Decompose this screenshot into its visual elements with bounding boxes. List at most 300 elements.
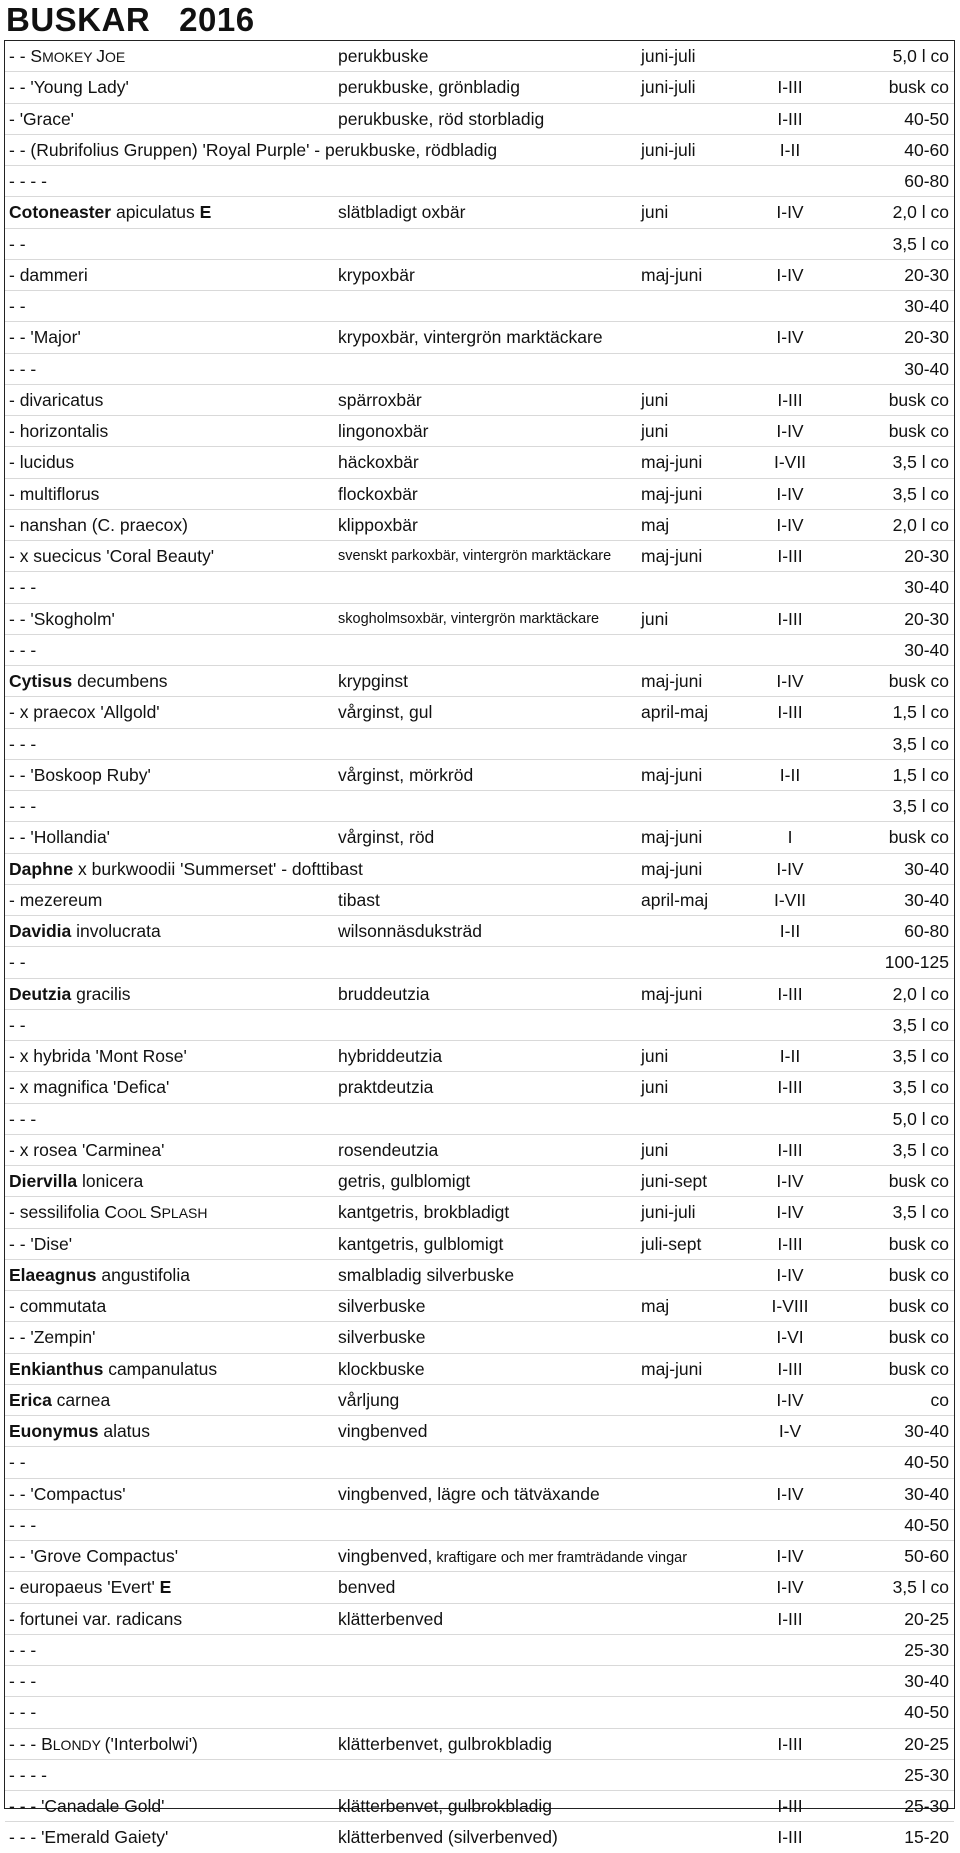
hardiness-zone	[745, 1447, 835, 1477]
plant-name	[9, 229, 335, 259]
swedish-name	[338, 854, 638, 884]
hardiness-zone	[745, 41, 835, 71]
plant-name	[9, 1322, 335, 1352]
swedish-name-text: vårljung	[338, 1389, 400, 1410]
plant-name	[9, 947, 335, 977]
swedish-name	[338, 135, 638, 165]
hardiness-zone: I-IV	[776, 421, 804, 441]
plant-name-text: - - 'Boskoop Ruby'	[9, 764, 151, 785]
table-row	[5, 1197, 954, 1228]
hardiness-zone: I-III	[777, 608, 803, 629]
swedish-name-text: silverbuske	[338, 1327, 426, 1348]
table-row	[5, 1729, 954, 1760]
bloom-time	[641, 1010, 745, 1040]
plant-name	[9, 1416, 335, 1446]
bloom-time	[641, 572, 745, 602]
table-row	[5, 354, 954, 385]
hardiness-zone	[745, 1760, 835, 1790]
bloom-time	[641, 947, 745, 977]
size-value: 25-30	[904, 1764, 949, 1785]
bloom-time	[641, 916, 745, 946]
swedish-name	[338, 666, 638, 696]
swedish-name-text: vingbenved,	[338, 1546, 433, 1566]
plant-name-text: - mezereum	[9, 889, 103, 910]
plant-name-text: - - -	[9, 1671, 37, 1691]
plant-name	[9, 510, 335, 540]
size-value: 20-30	[904, 264, 949, 285]
size-value: 40-60	[904, 139, 949, 160]
plant-name-text: apiculatus	[111, 202, 200, 223]
table-row	[5, 1510, 954, 1541]
size-value: 3,5 l co	[892, 1014, 949, 1035]
size-value: 40-50	[904, 1702, 949, 1723]
plant-name-part: J	[96, 46, 106, 66]
swedish-name	[338, 197, 638, 227]
plant-name-part: ('Interbolwi')	[104, 1733, 198, 1754]
hardiness-zone	[745, 229, 835, 259]
swedish-name	[338, 1072, 638, 1102]
plant-name	[9, 1791, 335, 1821]
table-row	[5, 1479, 954, 1510]
plant-name-part: LONDY	[52, 1736, 105, 1753]
bloom-time: maj-juni	[641, 483, 703, 504]
plant-name-text: decumbens	[72, 671, 168, 691]
swedish-name	[338, 729, 638, 759]
swedish-name	[338, 1729, 638, 1759]
plant-name-text: - multiflorus	[9, 483, 100, 504]
hardiness-zone	[745, 791, 835, 821]
size-value: 2,0 l co	[892, 983, 949, 1004]
swedish-name	[338, 572, 638, 602]
table-row	[5, 41, 954, 72]
bloom-time	[641, 229, 745, 259]
bloom-time	[641, 1635, 745, 1665]
table-row	[5, 1791, 954, 1822]
plant-name-text: - horizontalis	[9, 421, 109, 441]
bloom-time: maj-juni	[641, 671, 703, 691]
plant-name-text: gracilis	[71, 983, 131, 1004]
swedish-name-text: perukbuske, grönbladig	[338, 77, 520, 98]
plant-name	[9, 1197, 335, 1227]
plant-name-text: - - - -	[9, 1764, 47, 1785]
swedish-name-text: slätbladigt oxbär	[338, 202, 466, 223]
genus-name: Diervilla	[9, 1171, 78, 1191]
bloom-time: maj-juni	[641, 264, 703, 285]
table-row	[5, 447, 954, 478]
bloom-time	[641, 1760, 745, 1790]
bloom-time: juni-juli	[641, 139, 696, 160]
size-value: 3,5 l co	[892, 452, 949, 473]
plant-name	[9, 729, 335, 759]
genus-name: Enkianthus	[9, 1358, 104, 1379]
bloom-time	[641, 322, 745, 352]
plant-name	[9, 1541, 335, 1571]
table-row	[5, 1354, 954, 1385]
table-row	[5, 416, 954, 447]
plant-name	[9, 1572, 335, 1602]
size-value: 20-25	[904, 1733, 949, 1754]
swedish-name	[338, 635, 638, 665]
hardiness-zone	[745, 729, 835, 759]
hardiness-zone	[745, 1635, 835, 1665]
swedish-name-text: klätterbenved (silverbenved)	[338, 1827, 558, 1848]
table-row	[5, 1697, 954, 1728]
plant-name	[9, 1697, 335, 1727]
swedish-name-text: kantgetris, brokbladigt	[338, 1202, 510, 1223]
plant-name	[9, 1291, 335, 1321]
size-value: 30-40	[904, 1421, 949, 1441]
plant-name-part: B	[41, 1733, 53, 1754]
plant-name-part: MOKEY	[42, 49, 97, 65]
plant-name-text: - - - -	[9, 171, 47, 191]
plant-name	[9, 354, 335, 384]
swedish-name	[338, 1760, 638, 1790]
plant-name-text: - - 'Dise'	[9, 1233, 73, 1254]
plant-name-text: - - -	[9, 1639, 37, 1660]
swedish-name	[338, 1822, 638, 1852]
plant-name-part: - - -	[9, 1733, 42, 1754]
table-row	[5, 822, 954, 853]
bloom-time	[641, 1260, 745, 1290]
table-row	[5, 1572, 954, 1603]
size-value: 3,5 l co	[892, 233, 949, 254]
table-row	[5, 229, 954, 260]
plant-name	[9, 604, 335, 634]
hardiness-zone	[745, 1666, 835, 1696]
plant-name-text: - - -	[9, 639, 37, 660]
bloom-time: juni	[641, 389, 669, 410]
plant-name-text: - - -	[9, 733, 37, 754]
genus-name: Deutzia	[9, 983, 72, 1004]
plant-name	[9, 1072, 335, 1102]
plant-name-text: - - 'Zempin'	[9, 1327, 96, 1348]
plant-name-text: - fortunei var. radicans	[9, 1608, 183, 1629]
table-row	[5, 1416, 954, 1447]
swedish-name-text: vårginst, gul	[338, 702, 433, 723]
swedish-name	[338, 697, 638, 727]
size-value: 100-125	[884, 952, 949, 973]
size-value: 40-50	[904, 108, 949, 129]
bloom-time: april-maj	[641, 889, 709, 910]
hardiness-zone: I-IV	[776, 202, 804, 223]
plant-name-text: - x hybrida 'Mont Rose'	[9, 1046, 187, 1066]
bloom-time	[641, 1479, 745, 1509]
plant-name-text: - - -	[9, 1108, 37, 1129]
size-value: 2,0 l co	[892, 202, 949, 223]
swedish-name-text: kantgetris, gulblomigt	[338, 1233, 504, 1254]
bloom-time: maj-juni	[641, 1358, 703, 1379]
hardiness-zone: I-IV	[776, 264, 804, 285]
genus-name: Erica	[9, 1389, 52, 1410]
hardiness-zone: I-III	[777, 1796, 803, 1816]
plant-name-text: - divaricatus	[9, 389, 104, 410]
plant-name-text: - nanshan (C. praecox)	[9, 514, 188, 535]
plant-name-text: - commutata	[9, 1296, 107, 1316]
swedish-name	[338, 1791, 638, 1821]
plant-name-text: - -	[9, 296, 26, 316]
swedish-name-text: silverbuske	[338, 1296, 426, 1316]
hardiness-zone: I-III	[777, 983, 803, 1004]
table-row	[5, 1541, 954, 1572]
size-value: 30-40	[904, 858, 949, 879]
table-row	[5, 104, 954, 135]
bloom-time	[641, 1104, 745, 1134]
hardiness-zone: I-III	[777, 1077, 803, 1098]
size-value: 5,0 l co	[892, 1108, 949, 1129]
hardiness-zone: I-IV	[776, 1483, 804, 1504]
hardiness-zone	[745, 354, 835, 384]
table-row	[5, 197, 954, 228]
swedish-name	[338, 885, 638, 915]
bloom-time: juni	[641, 1139, 669, 1160]
swedish-name	[338, 822, 638, 852]
plant-name	[9, 1447, 335, 1477]
hardiness-zone: I-IV	[776, 858, 804, 879]
bloom-time: juni	[641, 1046, 669, 1066]
hardiness-zone: I-III	[777, 1139, 803, 1160]
bloom-time: juni-sept	[641, 1171, 708, 1191]
size-value: 30-40	[904, 639, 949, 660]
swedish-name	[338, 1510, 638, 1540]
size-value: 30-40	[904, 296, 949, 316]
hardiness-zone: I-III	[777, 77, 803, 98]
plant-name-part: S	[30, 46, 43, 66]
swedish-name	[338, 1010, 638, 1040]
table-row	[5, 322, 954, 353]
hardiness-zone	[745, 572, 835, 602]
plant-name-text: - - -	[9, 577, 37, 598]
table-row	[5, 1260, 954, 1291]
swedish-name	[338, 1697, 638, 1727]
swedish-name	[338, 104, 638, 134]
table-row	[5, 1322, 954, 1353]
table-row	[5, 291, 954, 322]
table-row	[5, 135, 954, 166]
plant-name-text: - -	[9, 1452, 26, 1473]
swedish-name	[338, 260, 638, 290]
swedish-name-text: vårginst, röd	[338, 827, 435, 848]
plant-name-text: - - 'Young Lady'	[9, 77, 129, 98]
swedish-name-text: skogholmsoxbär, vintergrön marktäckare	[338, 610, 600, 627]
swedish-name-text: klätterbenved	[338, 1608, 444, 1629]
swedish-name	[338, 1479, 638, 1509]
hardiness-zone	[745, 1010, 835, 1040]
size-value: busk co	[888, 1264, 949, 1285]
swedish-name	[338, 1166, 638, 1196]
swedish-name	[338, 1385, 638, 1415]
plant-name	[9, 135, 498, 165]
bloom-time	[641, 1791, 745, 1821]
size-value: busk co	[888, 827, 949, 848]
plant-name-part: - -	[9, 46, 31, 66]
plant-name	[9, 447, 335, 477]
swedish-name-text: krypginst	[338, 671, 409, 691]
genus-name: Cytisus	[9, 671, 73, 691]
size-value: busk co	[888, 389, 949, 410]
plant-name-part: - sessilifolia	[9, 1202, 105, 1223]
bloom-time: juni-juli	[641, 1202, 696, 1223]
swedish-name	[338, 1041, 638, 1071]
plant-name	[9, 635, 335, 665]
plant-name	[9, 1729, 335, 1759]
plant-name-text: - dammeri	[9, 264, 88, 285]
swedish-name-text: lingonoxbär	[338, 421, 429, 441]
plant-name	[9, 1135, 335, 1165]
plant-name-text: - - 'Compactus'	[9, 1483, 126, 1504]
size-value: busk co	[888, 1233, 949, 1254]
plant-name-text: - - -	[9, 1514, 37, 1535]
table-row	[5, 572, 954, 603]
table-row	[5, 260, 954, 291]
swedish-name-text: vingbenved	[338, 1421, 428, 1441]
bloom-time	[641, 1604, 745, 1634]
plant-name-text: - - -	[9, 796, 37, 816]
swedish-name-text: klätterbenvet, gulbrokbladig	[338, 1796, 553, 1816]
table-row	[5, 1291, 954, 1322]
swedish-name	[338, 541, 638, 571]
swedish-name	[338, 1322, 638, 1352]
size-value: 3,5 l co	[892, 796, 949, 816]
bloom-time	[641, 1572, 745, 1602]
swedish-name-text: vårginst, mörkröd	[338, 764, 474, 785]
swedish-name-text: flockoxbär	[338, 483, 418, 504]
hardiness-zone	[745, 947, 835, 977]
plant-name-text: - - 'Grove Compactus'	[9, 1546, 179, 1566]
plant-name-text: - - - 'Canadale Gold'	[9, 1796, 165, 1816]
plant-name-text: - europaeus 'Evert'	[9, 1577, 160, 1598]
plant-name-text: - -	[9, 952, 26, 973]
table-row	[5, 541, 954, 572]
size-value: 1,5 l co	[892, 702, 949, 723]
swedish-name-text: krypoxbär, vintergrön marktäckare	[338, 327, 603, 348]
size-value: busk co	[888, 1358, 949, 1379]
table-row	[5, 979, 954, 1010]
size-value: 60-80	[904, 171, 949, 191]
plant-name	[9, 1260, 335, 1290]
plant-suffix: E	[199, 202, 212, 223]
plant-name	[9, 1479, 335, 1509]
hardiness-zone: I-II	[779, 764, 801, 785]
table-row	[5, 791, 954, 822]
hardiness-zone: I-VI	[776, 1327, 804, 1348]
swedish-name-text: praktdeutzia	[338, 1077, 434, 1098]
bloom-time	[641, 729, 745, 759]
swedish-name	[338, 229, 638, 259]
table-row	[5, 1041, 954, 1072]
plant-name	[9, 791, 335, 821]
hardiness-zone	[745, 1510, 835, 1540]
bloom-time	[641, 791, 745, 821]
plant-name-text: angustifolia	[96, 1264, 190, 1285]
bloom-time: maj-juni	[641, 827, 703, 848]
bloom-time: juni	[641, 202, 669, 223]
size-value: 5,0 l co	[892, 46, 949, 66]
plant-name	[9, 1635, 335, 1665]
bloom-time	[641, 104, 745, 134]
plant-name	[9, 166, 335, 196]
table-row	[5, 854, 954, 885]
swedish-name-text: svenskt parkoxbär, vintergrön marktäckare	[338, 548, 612, 564]
hardiness-zone	[745, 635, 835, 665]
swedish-name	[338, 1104, 638, 1134]
bloom-time	[641, 1322, 745, 1352]
table-row	[5, 166, 954, 197]
plant-name-text: - x praecox 'Allgold'	[9, 702, 160, 723]
bloom-time	[641, 166, 745, 196]
swedish-name-text: bruddeutzia	[338, 983, 430, 1004]
plant-name-text: - -	[9, 233, 26, 254]
plant-name	[9, 260, 335, 290]
bloom-time: april-maj	[641, 702, 709, 723]
swedish-name-text: klippoxbär	[338, 514, 418, 535]
plant-name	[9, 1104, 335, 1134]
swedish-name-text: tibast	[338, 889, 380, 910]
hardiness-zone: I-III	[777, 108, 803, 129]
table-row	[5, 666, 954, 697]
genus-name: Euonymus	[9, 1421, 99, 1441]
plant-name	[9, 760, 335, 790]
plant-name-text: - x suecicus 'Coral Beauty'	[9, 546, 215, 566]
hardiness-zone	[745, 1104, 835, 1134]
plant-name	[9, 916, 335, 946]
swedish-name	[338, 1604, 638, 1634]
table-row	[5, 1760, 954, 1791]
hardiness-zone: I-IV	[776, 483, 804, 504]
swedish-name	[338, 385, 638, 415]
size-value: 40-50	[904, 1514, 949, 1535]
swedish-name	[338, 1572, 638, 1602]
table-row	[5, 385, 954, 416]
table-row	[5, 1385, 954, 1416]
plant-name-text: alatus	[98, 1421, 151, 1441]
hardiness-zone: I	[787, 827, 793, 848]
swedish-name-text: smalbladig silverbuske	[338, 1264, 515, 1285]
bloom-time	[641, 1510, 745, 1540]
bloom-time	[641, 1729, 745, 1759]
bloom-time	[641, 1697, 745, 1727]
plant-name	[9, 1354, 335, 1384]
bloom-time	[641, 354, 745, 384]
swedish-name-extra: kraftigare och mer framträdande vingar	[432, 1550, 688, 1566]
table-row	[5, 885, 954, 916]
plant-name	[9, 104, 335, 134]
table-row	[5, 1104, 954, 1135]
plant-name-text: - 'Grace'	[9, 108, 75, 129]
size-value: 3,5 l co	[892, 1577, 949, 1598]
plant-name	[9, 1666, 335, 1696]
bloom-time: juli-sept	[641, 1233, 702, 1254]
table-row	[5, 1666, 954, 1697]
hardiness-zone: I-III	[777, 1827, 803, 1848]
hardiness-zone: I-IV	[776, 1546, 804, 1566]
shrub-catalog-table	[4, 40, 955, 1848]
hardiness-zone: I-III	[777, 389, 803, 410]
plant-name-text: - - (Rubrifolius Gruppen) 'Royal Purple' - perukbuske, rödbladig	[9, 139, 498, 160]
page-title: BUSKAR 2016	[6, 1, 255, 38]
swedish-name	[338, 1635, 638, 1665]
table-row	[5, 916, 954, 947]
plant-name	[9, 1166, 335, 1196]
plant-name	[9, 322, 335, 352]
swedish-name	[338, 447, 638, 477]
table-row	[5, 510, 954, 541]
plant-name-part: S	[149, 1202, 162, 1223]
hardiness-zone	[745, 1697, 835, 1727]
hardiness-zone: I-IV	[776, 1264, 804, 1285]
hardiness-zone: I-VII	[773, 452, 807, 473]
size-value: 30-40	[904, 1671, 949, 1691]
swedish-name-text: wilsonnäsduksträd	[338, 921, 482, 941]
